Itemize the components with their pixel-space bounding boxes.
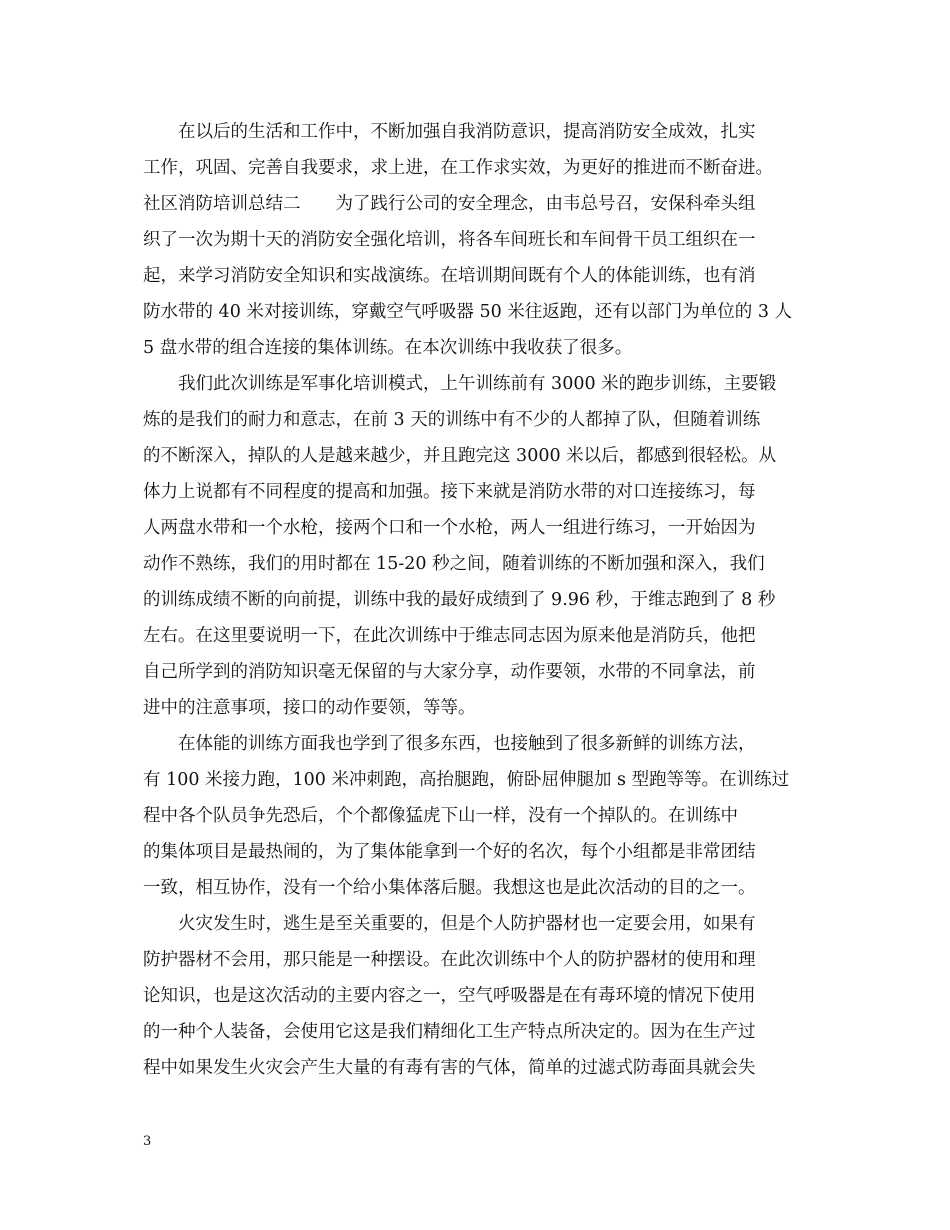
text-line: 人两盘水带和一个水枪，接两个口和一个水枪，两人一组进行练习，一开始因为	[143, 518, 756, 538]
text-line: 织了一次为期十天的消防安全强化培训，将各车间班长和车间骨干员工组织在一	[143, 230, 756, 250]
text-line: 左右。在这里要说明一下，在此次训练中于维志同志因为原来他是消防兵，他把	[143, 626, 756, 646]
text-line: 动作不熟练，我们的用时都在 15-20 秒之间，随着训练的不断加强和深入，我们	[143, 554, 765, 574]
text-line: 的集体项目是最热闹的，为了集体能拿到一个好的名次，每个小组都是非常团结	[143, 842, 756, 862]
text-line: 工作，巩固、完善自我要求，求上进，在工作求实效，为更好的推进而不断奋进。	[143, 158, 773, 178]
page-number: 3	[143, 1134, 152, 1149]
text-line: 进中的注意事项，接口的动作要领，等等。	[143, 698, 476, 718]
text-line: 体力上说都有不同程度的提高和加强。接下来就是消防水带的对口连接练习，每	[143, 482, 756, 502]
text-line: 的训练成绩不断的向前提，训练中我的最好成绩到了 9.96 秒，于维志跑到了 8 秒	[143, 590, 776, 610]
text-line: 的不断深入，掉队的人是越来越少，并且跑完这 3000 米以后，都感到很轻松。从	[143, 446, 777, 466]
text-line: 5 盘水带的组合连接的集体训练。在本次训练中我收获了很多。	[143, 338, 633, 358]
text-line: 自己所学到的消防知识毫无保留的与大家分享，动作要领，水带的不同拿法，前	[143, 662, 756, 682]
text-line: 在以后的生活和工作中，不断加强自我消防意识，提高消防安全成效，扎实	[143, 122, 756, 142]
text-line: 的一种个人装备，会使用它这是我们精细化工生产特点所决定的。因为在生产过	[143, 1022, 756, 1042]
text-line: 我们此次训练是军事化培训模式，上午训练前有 3000 米的跑步训练，主要锻	[143, 374, 777, 394]
text-line: 起，来学习消防安全知识和实战演练。在培训期间既有个人的体能训练，也有消	[143, 266, 756, 286]
text-line: 防护器材不会用，那只能是一种摆设。在此次训练中个人的防护器材的使用和理	[143, 950, 756, 970]
text-line: 火灾发生时，逃生是至关重要的，但是个人防护器材也一定要会用，如果有	[143, 914, 756, 934]
text-line: 炼的是我们的耐力和意志，在前 3 天的训练中有不少的人都掉了队，但随着训练	[143, 410, 761, 430]
text-line: 社区消防培训总结二 为了践行公司的安全理念，由韦总号召，安保科牵头组	[143, 194, 756, 214]
text-line: 论知识，也是这次活动的主要内容之一，空气呼吸器是在有毒环境的情况下使用	[143, 986, 756, 1006]
text-line: 在体能的训练方面我也学到了很多东西，也接触到了很多新鲜的训练方法，	[143, 734, 756, 754]
text-line: 一致，相互协作，没有一个给小集体落后腿。我想这也是此次活动的目的之一。	[143, 878, 756, 898]
text-line: 防水带的 40 米对接训练，穿戴空气呼吸器 50 米往返跑，还有以部门为单位的 3 人	[143, 302, 793, 322]
text-line: 程中各个队员争先恐后，个个都像猛虎下山一样，没有一个掉队的。在训练中	[143, 806, 738, 826]
text-line: 有 100 米接力跑，100 米冲刺跑，高抬腿跑，俯卧屈伸腿加 s 型跑等等。在训练过	[143, 770, 790, 790]
text-line: 程中如果发生火灾会产生大量的有毒有害的气体，简单的过滤式防毒面具就会失	[143, 1058, 756, 1078]
